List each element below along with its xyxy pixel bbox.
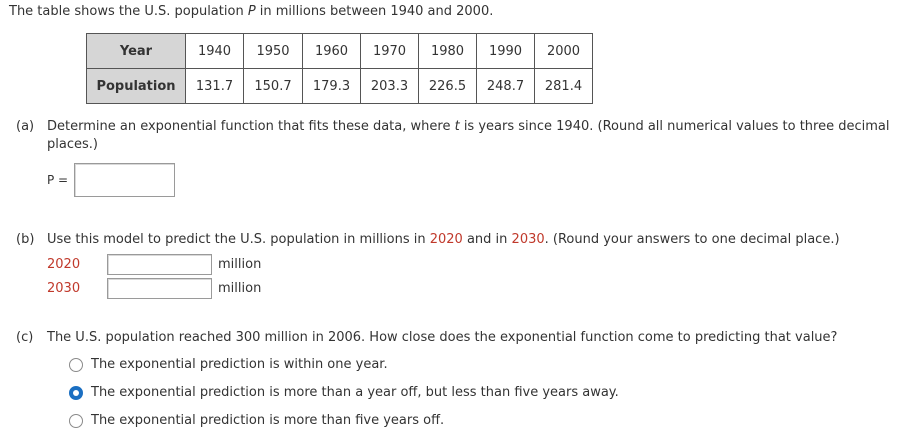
- part-c-label: (c): [16, 330, 34, 345]
- year-cell: 2000: [535, 34, 593, 69]
- part-b-year-2020: 2020: [429, 232, 463, 247]
- prediction-2030-unit: million: [218, 281, 262, 296]
- part-a-text-before: Determine an exponential function that fits these data, where: [47, 119, 455, 134]
- part-a-question-line2: places.): [47, 137, 98, 152]
- year-cell: 1950: [244, 34, 303, 69]
- option-more-than-five-years-radio[interactable]: [69, 414, 83, 428]
- problem-intro: [9, 4, 493, 19]
- part-a-variable: t: [454, 119, 460, 134]
- population-row: [87, 69, 593, 104]
- population-cell: 131.7: [186, 69, 244, 104]
- year-cell: 1980: [419, 34, 477, 69]
- population-cell: 179.3: [303, 69, 361, 104]
- prediction-2020-input[interactable]: [107, 254, 212, 275]
- population-cell: 248.7: [477, 69, 535, 104]
- intro-text-after: in millions between 1940 and 2000.: [255, 4, 494, 19]
- year-cell: 1940: [186, 34, 244, 69]
- option-one-to-five-years-radio[interactable]: [69, 386, 83, 400]
- year-row: [87, 34, 593, 69]
- part-b-text-mid: and in: [462, 232, 512, 247]
- year-header: Year: [87, 34, 186, 69]
- option-more-than-five-years-label[interactable]: The exponential prediction is more than five years off.: [91, 413, 445, 428]
- option-within-one-year-label[interactable]: The exponential prediction is within one year.: [91, 357, 388, 372]
- prediction-2020-label: 2020: [47, 257, 81, 272]
- year-cell: 1960: [303, 34, 361, 69]
- prediction-2030-input[interactable]: [107, 278, 212, 299]
- population-table: [86, 33, 593, 104]
- part-b-text-before: Use this model to predict the U.S. population in millions in: [47, 232, 430, 247]
- p-equals-label: P =: [47, 173, 69, 187]
- year-cell: 1990: [477, 34, 535, 69]
- population-cell: 281.4: [535, 69, 593, 104]
- prediction-2030-label: 2030: [47, 281, 81, 296]
- population-cell: 203.3: [361, 69, 419, 104]
- prediction-2020-unit: million: [218, 257, 262, 272]
- option-one-to-five-years-label[interactable]: The exponential prediction is more than a year off, but less than five years away.: [91, 385, 619, 400]
- year-cell: 1970: [361, 34, 419, 69]
- part-a-text-after: is years since 1940. (Round all numerical values to three decimal: [459, 119, 890, 134]
- population-header: Population: [87, 69, 186, 104]
- option-within-one-year-radio[interactable]: [69, 358, 83, 372]
- part-b-label: (b): [16, 232, 35, 247]
- intro-text-before: The table shows the U.S. population: [9, 4, 248, 19]
- part-b-year-2030: 2030: [511, 232, 545, 247]
- part-a-question-line1: [47, 119, 889, 134]
- part-b-question: [47, 232, 840, 247]
- part-a-label: (a): [16, 119, 35, 134]
- intro-variable: P: [247, 4, 256, 19]
- population-cell: 150.7: [244, 69, 303, 104]
- p-function-input[interactable]: [74, 163, 175, 197]
- population-cell: 226.5: [419, 69, 477, 104]
- part-c-question: The U.S. population reached 300 million in 2006. How close does the exponential function come to predicting that value?: [47, 330, 838, 345]
- part-b-text-after: . (Round your answers to one decimal place.): [544, 232, 840, 247]
